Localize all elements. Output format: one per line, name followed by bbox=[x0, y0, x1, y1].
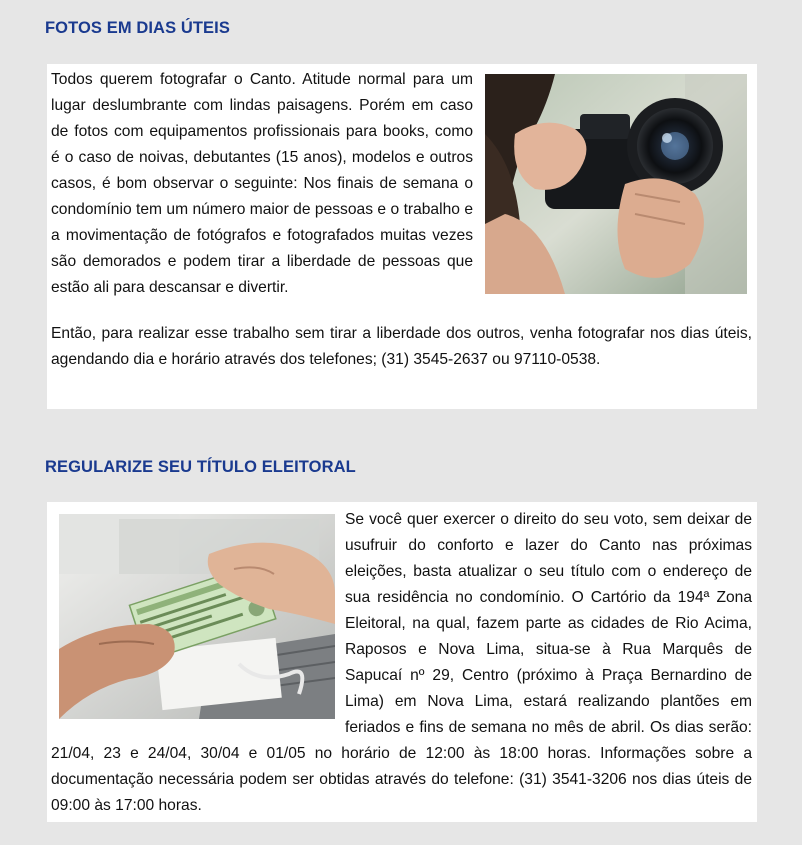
section-title-titulo-eleitoral: REGULARIZE SEU TÍTULO ELEITORAL bbox=[45, 458, 356, 476]
content-card-titulo-eleitoral bbox=[47, 502, 757, 822]
content-card-fotos bbox=[47, 64, 757, 409]
paragraph-fotos-2: Então, para realizar esse trabalho sem tirar a liberdade dos outros, venha fotografar nos dias úteis, agendando dia e horário através dos telefones; (31) 3545-2637 ou 97110-0538. bbox=[51, 325, 752, 368]
paragraph-fotos-1: Todos querem fotografar o Canto. Atitude normal para um lugar deslumbrante com lindas paisagens. Porém em caso de fotos com equipamentos profissionais para books, como é o caso de noivas, debutantes (15 anos), modelos e outros casos, é bom observar o seguinte: Nos finais de semana o condomínio tem um número maior de pessoas e o trabalho e a movimentação de fotógrafos e fotografados muitas vezes são demorados e podem tirar a liberdade de pessoas que estão ali para descansar e divertir. bbox=[51, 71, 473, 296]
photographer-image bbox=[485, 74, 747, 294]
voter-card-image bbox=[59, 514, 335, 719]
section-title-fotos: FOTOS EM DIAS ÚTEIS bbox=[45, 19, 230, 37]
paragraph-titulo-eleitoral: Se você quer exercer o direito do seu voto, sem deixar de usufruir do conforto e lazer do Canto nas próximas eleições, basta atualizar o seu título com o endereço de sua residência no condomínio. O Cartório da 194ª Zona Eleitoral, na qual, fazem parte as cidades de Rio Acima, Raposos e Nova Lima, situa-se à Rua Marquês de Sapucaí nº 29, Centro (próximo à Praça Bernardino de Lima) em Nova Lima, estará realizando plantões em feriados e fins de semana no mês de abril. Os dias serão: 21/04, 23 e 24/04, 30/04 e 01/05 no horário de 12:00 às 18:00 horas. Informações sobre a documentação necessária podem ser obtidas através do telefone: (31) 3541-3206 nos dias úteis de 09:00 às 17:00 horas. bbox=[51, 511, 752, 814]
